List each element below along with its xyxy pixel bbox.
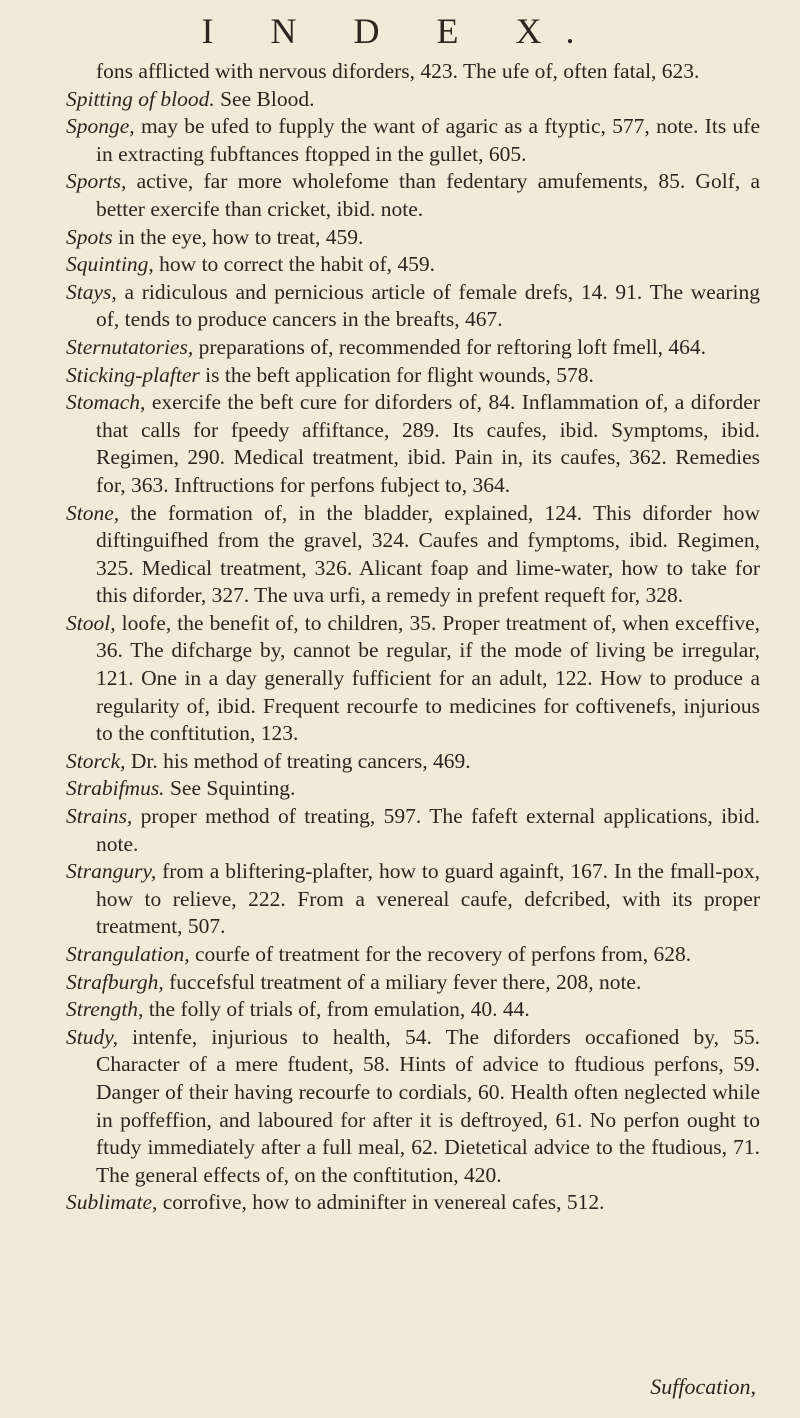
entry-text: the folly of trials of, from emulation, 40. 44. [143,997,530,1022]
entry-text: is the beft application for flight wounds, 578. [199,362,594,387]
index-entry [66,996,760,1024]
index-entry [66,858,760,941]
entry-text: corrofive, how to adminifter in venereal cafes, 512. [157,1190,605,1215]
index-entry [66,86,760,114]
entry-text: See Squinting. [164,776,296,801]
entry-text: fuccefsful treatment of a miliary fever there, 208, note. [163,969,642,994]
entry-text: preparations of, recommended for reftoring loft fmell, 464. [193,334,707,359]
index-entry [66,500,760,610]
catchword: Suffocation, [650,1374,756,1399]
entry-term: Stone, [66,500,120,525]
entry-term: Strength, [66,997,144,1022]
entry-text: See Blood. [214,86,315,111]
index-entry [66,941,760,969]
entry-term: Sticking-plafter [66,362,200,387]
entry-text: a ridiculous and pernicious article of female drefs, 14. 91. The wearing of, tends to produce cancers in the breafts, 467. [96,279,760,332]
index-entry [66,610,760,748]
entry-text: fons afflicted with nervous diforders, 423. The ufe of, often fatal, 623. [96,59,700,83]
entry-term: Spots [66,224,113,249]
entry-term: Strangury, [66,859,157,884]
index-entry [66,334,760,362]
entry-text: Dr. his method of treating cancers, 469. [125,748,471,773]
entry-text: proper method of treating, 597. The fafeft external applications, ibid. note. [96,804,760,856]
index-entry [66,168,760,223]
entry-text: from a bliftering-plafter, how to guard againft, 167. In the fmall-pox, how to relieve, 222. From a venereal caufe, defcribed, with its proper treatment, 507. [96,859,760,939]
index-entry [66,58,760,86]
index-entry [66,362,760,390]
entry-term: Stomach, [66,390,146,415]
page-header: I N D E X. [201,11,599,51]
entry-term: Sublimate, [66,1190,158,1215]
index-entry [66,1024,760,1190]
entry-text: how to correct the habit of, 459. [153,252,436,277]
index-entry [66,224,760,252]
entry-text: in the eye, how to treat, 459. [112,224,364,249]
entry-text: courfe of treatment for the recovery of perfons from, 628. [189,942,692,966]
index-entry [66,969,760,997]
index-entry [66,251,760,279]
index-entry [66,113,760,168]
entry-text: loofe, the benefit of, to children, 35. Proper treatment of, when exceffive, 36. The difcharge by, cannot be regular, if the mode of living be irregular, 121. One in a day generally fufficient for an adult, 122. How to produce a regularity of, ibid. Frequent recourfe to medicines for coftivenefs, injurious to the conftitution, 123. [96,610,760,746]
index-entry [66,389,760,499]
entry-text: intenfe, injurious to health, 54. The diforders occafioned by, 55. Character of a mere ftudent, 58. Hints of advice to ftudious perfons, 59. Danger of their having recourfe to cordials, 60. Health often neglected while in poffeffion, and laboured for after it is deftroyed, 61. No perfon ought to ftudy immediately after a full meal, 62. Dietetical advice to the ftudious, 71. The general effects of, on the conftitution, 420. [96,1024,760,1187]
entry-term: Spitting of blood. [66,86,215,111]
entry-term: Strains, [66,804,133,829]
entry-term: Study, [66,1024,118,1049]
entry-term: Stool, [66,610,116,635]
entry-term: Sports, [66,169,127,194]
entry-term: Strabifmus. [66,776,165,801]
entry-text: the formation of, in the bladder, explained, 124. This diforder how diftinguifhed from the gravel, 324. Caufes and fymptoms, ibid. Regimen, 325. Medical treatment, 326. Alicant foap and lime-water, how to take for this diforder, 327. The uva urfi, a remedy in prefent requeft for, 328. [96,500,760,608]
entry-term: Stays, [66,279,117,304]
entry-term: Sternutatories, [66,334,194,359]
entry-text: may be ufed to fupply the want of agaric as a ftyptic, 577, note. Its ufe in extracting fubftances ftopped in the gullet, 605. [96,114,760,166]
entry-term: Strafburgh, [66,969,164,994]
index-entry [66,279,760,334]
index-entry [66,748,760,776]
index-entries [66,58,760,1217]
index-entry [66,1189,760,1217]
index-entry [66,803,760,858]
entry-text: exercife the beft cure for diforders of, 84. Inflammation of, a diforder that calls for fpeedy affiftance, 289. Its caufes, ibid. Symptoms, ibid. Regimen, 290. Medical treatment, ibid. Pain in, its caufes, 362. Remedies for, 363. Inftructions for perfons fubject to, 364. [96,390,760,497]
entry-term: Strangulation, [66,942,190,966]
index-entry [66,775,760,803]
entry-term: Sponge, [66,114,135,139]
entry-text: active, far more wholefome than fedentary amufements, 85. Golf, a better exercife than cricket, ibid. note. [96,169,760,221]
entry-term: Squinting, [66,252,154,277]
entry-term: Storck, [66,748,126,773]
